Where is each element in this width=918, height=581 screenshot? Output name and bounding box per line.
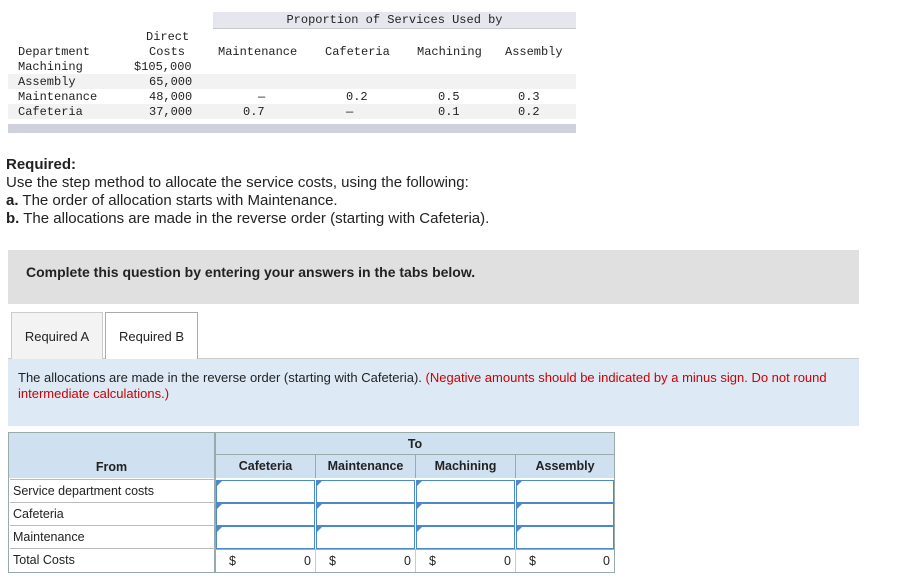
input-maintenance-maintenance[interactable] bbox=[316, 526, 415, 549]
instruction-note: (Negative amounts should be indicated by a minus sign. Do not round intermediate calculations.) bbox=[18, 370, 827, 401]
from-column bbox=[8, 432, 215, 573]
table-bottom-bar bbox=[8, 124, 576, 133]
input-cafeteria-assembly[interactable] bbox=[516, 503, 614, 526]
to-header: To bbox=[216, 433, 614, 455]
dept-cell: Assembly bbox=[18, 75, 76, 89]
maintenance-header: Maintenance bbox=[218, 45, 298, 59]
row-label: Service department costs bbox=[10, 479, 215, 502]
input-cafeteria-maintenance[interactable] bbox=[316, 503, 415, 526]
total-cafeteria: $ 0 bbox=[216, 549, 316, 572]
proportion-cell: 0.7 bbox=[243, 105, 265, 119]
total-assembly: $ 0 bbox=[516, 549, 614, 572]
requirement-a: a. The order of allocation starts with Maintenance. bbox=[6, 192, 338, 209]
input-maintenance-assembly[interactable] bbox=[516, 526, 614, 549]
allocation-grid bbox=[8, 432, 615, 573]
assembly-header: Assembly bbox=[505, 45, 563, 59]
input-service-assembly[interactable] bbox=[516, 480, 614, 503]
total-maintenance: $ 0 bbox=[316, 549, 416, 572]
input-service-cafeteria[interactable] bbox=[216, 480, 315, 503]
col-header-assembly: Assembly bbox=[516, 455, 614, 478]
row-label: Maintenance bbox=[10, 525, 215, 548]
required-line: Use the step method to allocate the service costs, using the following: bbox=[6, 174, 469, 191]
input-service-machining[interactable] bbox=[416, 480, 515, 503]
proportion-cell: 0.2 bbox=[518, 105, 540, 119]
cost-cell: 65,000 bbox=[149, 75, 193, 89]
total-machining: $ 0 bbox=[416, 549, 516, 572]
tab-bar bbox=[8, 312, 859, 359]
dept-cell: Cafeteria bbox=[18, 105, 83, 119]
department-header: Department bbox=[18, 45, 91, 59]
col-header-machining: Machining bbox=[416, 455, 516, 478]
proportion-cell: 0.2 bbox=[346, 90, 368, 104]
col-header-maintenance: Maintenance bbox=[316, 455, 416, 478]
row-stripe bbox=[8, 74, 576, 89]
direct-label: Direct bbox=[146, 30, 190, 44]
cafeteria-header: Cafeteria bbox=[325, 45, 390, 59]
input-maintenance-cafeteria[interactable] bbox=[216, 526, 315, 549]
cost-cell: 37,000 bbox=[149, 105, 193, 119]
cost-cell: 48,000 bbox=[149, 90, 193, 104]
from-header: From bbox=[9, 433, 214, 478]
proportion-cell: 0.1 bbox=[438, 105, 460, 119]
proportion-cell: — bbox=[346, 105, 354, 119]
row-label: Total Costs bbox=[10, 548, 215, 571]
costs-header: Costs bbox=[149, 45, 186, 59]
proportion-cell: — bbox=[258, 90, 266, 104]
instructions-banner bbox=[8, 250, 859, 304]
proportion-cell: 0.5 bbox=[438, 90, 460, 104]
row-label: Cafeteria bbox=[10, 502, 215, 525]
cost-cell: $105,000 bbox=[134, 60, 192, 74]
required-section bbox=[6, 156, 489, 228]
required-heading: Required: bbox=[6, 156, 77, 173]
instruction-panel bbox=[8, 359, 859, 426]
input-cafeteria-machining[interactable] bbox=[416, 503, 515, 526]
to-columns bbox=[215, 432, 615, 573]
instruction-text: The allocations are made in the reverse order (starting with Cafeteria). bbox=[18, 370, 422, 385]
machining-header: Machining bbox=[417, 45, 482, 59]
col-header-cafeteria: Cafeteria bbox=[216, 455, 316, 478]
input-service-maintenance[interactable] bbox=[316, 480, 415, 503]
proportion-cell: 0.3 bbox=[518, 90, 540, 104]
banner-text: Complete this question by entering your answers in the tabs below. bbox=[26, 264, 476, 280]
tab-required-b[interactable]: Required B bbox=[105, 312, 198, 360]
input-maintenance-machining[interactable] bbox=[416, 526, 515, 549]
input-cafeteria-cafeteria[interactable] bbox=[216, 503, 315, 526]
requirement-b: b. The allocations are made in the reverse order (starting with Cafeteria). bbox=[6, 210, 490, 227]
tab-required-a[interactable]: Required A bbox=[11, 312, 103, 359]
dept-cell: Maintenance bbox=[18, 90, 98, 104]
dept-cell: Machining bbox=[18, 60, 83, 74]
row-stripe bbox=[8, 104, 576, 119]
proportion-header: Proportion of Services Used by bbox=[213, 12, 576, 29]
